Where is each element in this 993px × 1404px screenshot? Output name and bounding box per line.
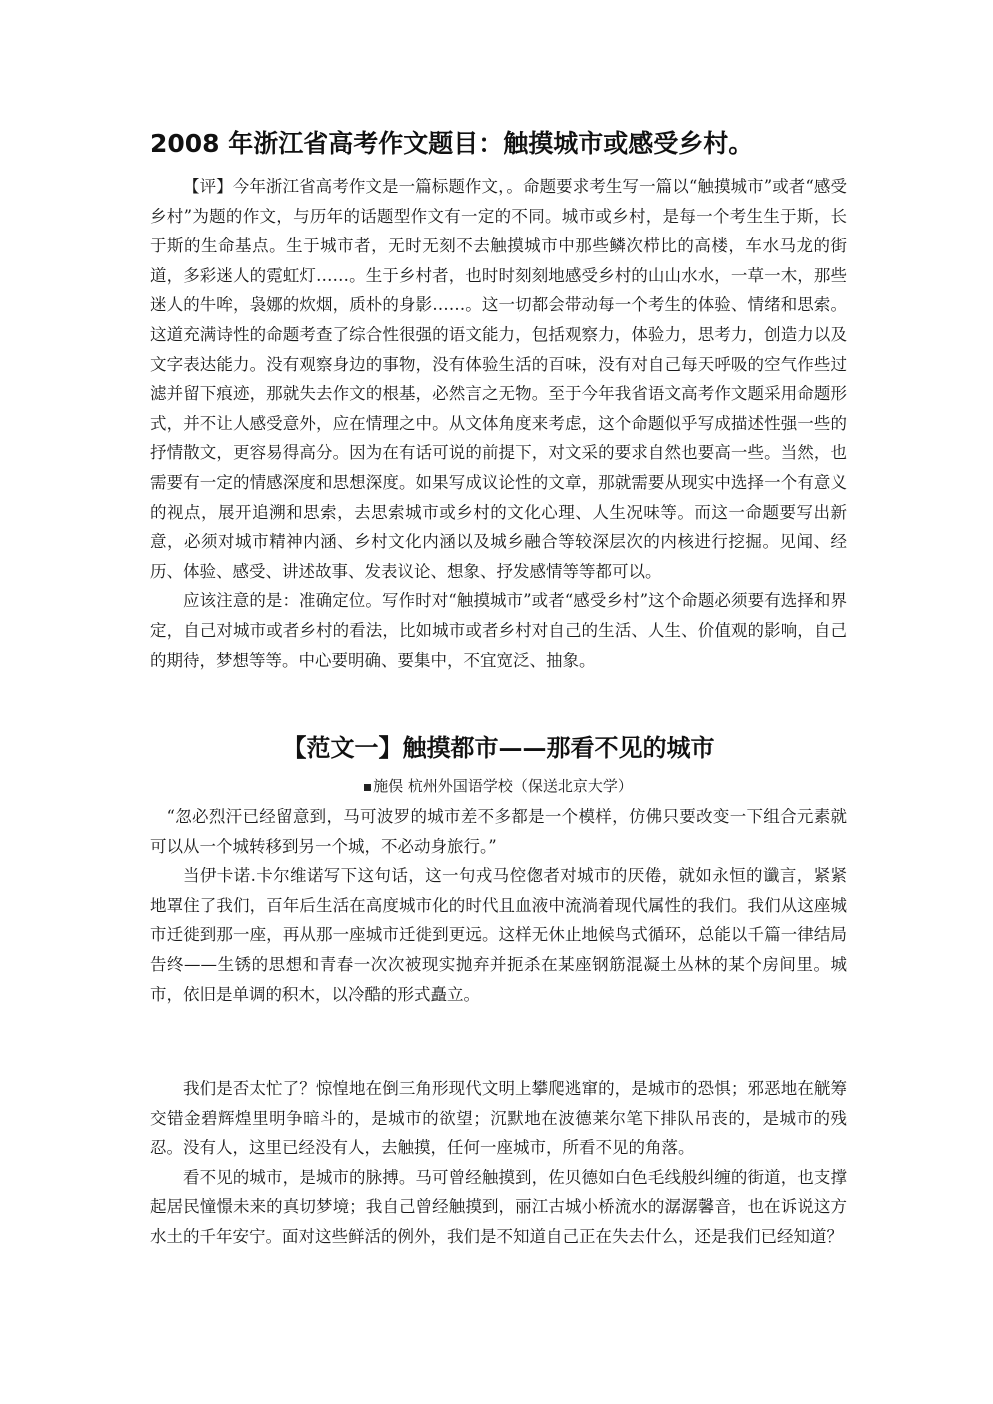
byline-bullet-icon	[364, 784, 371, 791]
essay-section	[150, 802, 847, 1009]
essay-heading: 【范文一】触摸都市——那看不见的城市	[282, 733, 715, 762]
review-section	[150, 172, 847, 675]
essay-paragraph: 当伊卡诺.卡尔维诺写下这句话，这一句戎马倥偬者对城市的厌倦，就如永恒的谶言，紧紧地罩住了我们，百年后生活在高度城市化的时代且血液中流淌着现代属性的我们。我们从这座城市迁徙到那一座，再从那一座城市迁徙到更远。这样无休止地候鸟式循环，总能以千篇一律结局告终——生锈的思想和青春一次次被现实抛弃并扼杀在某座钢筋混凝土丛林的某个房间里。城市，依旧是单调的积木，以冷酷的形式矗立。	[150, 866, 847, 1004]
review-paragraph: 【评】今年浙江省高考作文是一篇标题作文，。命题要求考生写一篇以“触摸城市”或者“感受乡村”为题的作文，与历年的话题型作文有一定的不同。城市或乡村，是每一个考生生于斯，长于斯的生命基点。生于城市者，无时无刻不去触摸城市中那些鳞次栉比的高楼，车水马龙的街道，多彩迷人的霓虹灯……。生于乡村者，也时时刻刻地感受乡村的山山水水，一草一木，那些迷人的牛哞，袅娜的炊烟，质朴的身影……。这一切都会带动每一个考生的体验、情绪和思索。这道充满诗性的命题考查了综合性很强的语文能力，包括观察力，体验力，思考力，创造力以及文字表达能力。没有观察身边的事物，没有体验生活的百味，没有对自己每天呼吸的空气作些过滤并留下痕迹，那就失去作文的根基，必然言之无物。至于今年我省语文高考作文题采用命题形式，并不让人感受意外，应在情理之中。从文体角度来考虑，这个命题似乎写成描述性强一些的抒情散文，更容易得高分。因为在有话可说的前提下，对文采的要求自然也要高一些。当然，也需要有一定的情感深度和思想深度。如果写成议论性的文章，那就需要从现实中选择一个有意义的视点，展开追溯和思索，去思索城市或乡村的文化心理、人生况味等。而这一命题要写出新意，必须对城市精神内涵、乡村文化内涵以及城乡融合等较深层次的内核进行挖掘。见闻、经历、体验、感受、讲述故事、发表议论、想象、抒发感情等等都可以。	[150, 177, 847, 581]
byline-text: 施俣 杭州外国语学校（保送北京大学）	[373, 777, 633, 795]
review-paragraph: 应该注意的是：准确定位。写作时对“触摸城市”或者“感受乡村”这个命题必须要有选择和界定，自己对城市或者乡村的看法，比如城市或者乡村对自己的生活、人生、价值观的影响，自己的期待，梦想等等。中心要明确、要集中，不宜宽泛、抽象。	[150, 591, 847, 670]
page-title: 2008 年浙江省高考作文题目：触摸城市或感受乡村。	[150, 129, 754, 158]
essay-byline	[150, 774, 847, 798]
essay-paragraph: 看不见的城市，是城市的脉搏。马可曾经触摸到，佐贝德如白色毛线般纠缠的街道，也支撑起居民憧憬未来的真切梦境；我自己曾经触摸到，丽江古城小桥流水的潺潺馨音，也在诉说这方水土的千年安宁。面对这些鲜活的例外，我们是不知道自己正在失去什么，还是我们已经知道？	[150, 1167, 847, 1246]
essay-section-continued	[150, 1074, 847, 1252]
essay-paragraph: 我们是否太忙了？惊惶地在倒三角形现代文明上攀爬逃窜的，是城市的恐惧；邪恶地在觥筹交错金碧辉煌里明争暗斗的，是城市的欲望；沉默地在波德莱尔笔下排队吊丧的，是城市的残忍。没有人，这里已经没有人，去触摸，任何一座城市，所看不见的角落。	[150, 1079, 847, 1158]
essay-paragraph: “忽必烈汗已经留意到，马可波罗的城市差不多都是一个模样，仿佛只要改变一下组合元素就可以从一个城转移到另一个城，不必动身旅行。”	[150, 807, 847, 856]
